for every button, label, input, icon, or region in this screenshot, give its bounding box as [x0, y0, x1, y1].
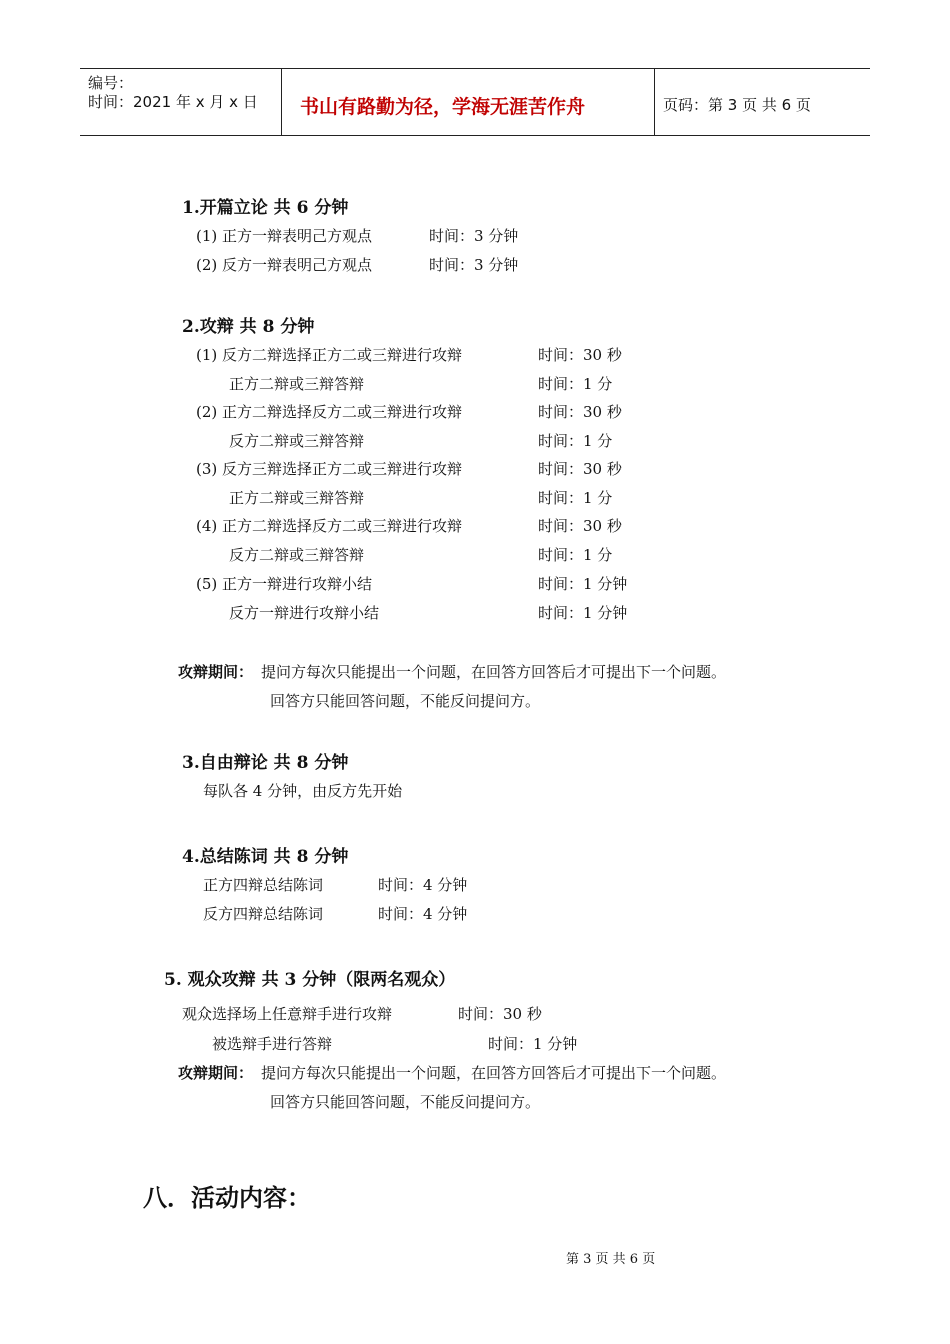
- s4-row-2-item: 反方四辩总结陈词: [203, 905, 324, 923]
- s2-row-7-time: 时间：30 秒: [538, 517, 622, 535]
- section-4-title: 4.总结陈词 共 8 分钟: [182, 847, 349, 867]
- s2-row-5-time: 时间：30 秒: [538, 460, 622, 478]
- header-number: 编号：: [88, 74, 134, 92]
- s2-row-4-time: 时间：1 分: [538, 432, 613, 450]
- s2-row-2-time: 时间：1 分: [538, 375, 613, 393]
- s3-text: 每队各 4 分钟，由反方先开始: [203, 782, 403, 800]
- s2-row-2-item: 正方二辩或三辩答辩: [229, 375, 365, 393]
- header-motto: 书山有路勤为径，学海无涯苦作舟: [300, 96, 586, 118]
- s1-row-1-time: 时间：3 分钟: [429, 227, 519, 245]
- s2-row-6-item: 正方二辩或三辩答辩: [229, 489, 365, 507]
- s2-row-3-item: (2) 正方二辩选择反方二或三辩进行攻辩: [196, 403, 463, 421]
- s2-row-9-time: 时间：1 分钟: [538, 575, 628, 593]
- s1-row-2-time: 时间：3 分钟: [429, 256, 519, 274]
- section-8-heading: 八．活动内容：: [143, 1184, 311, 1212]
- s5-row-2-item: 被选辩手进行答辩: [212, 1035, 333, 1053]
- s4-row-1-item: 正方四辩总结陈词: [203, 876, 324, 894]
- s4-row-2-time: 时间：4 分钟: [378, 905, 468, 923]
- s5-row-1-item: 观众选择场上任意辩手进行攻辩: [182, 1005, 393, 1023]
- s2-note-label: 攻辩期间：: [178, 663, 254, 681]
- s5-row-2-time: 时间：1 分钟: [488, 1035, 578, 1053]
- s2-row-5-item: (3) 反方三辩选择正方二或三辩进行攻辩: [196, 460, 463, 478]
- header-divider-left: [281, 68, 282, 136]
- page-footer: 第 3 页 共 6 页: [566, 1252, 656, 1267]
- s2-row-1-time: 时间：30 秒: [538, 346, 622, 364]
- s5-note-line-2: 回答方只能回答问题，不能反问提问方。: [270, 1093, 541, 1111]
- header-page-number: 页码：第 3 页 共 6 页: [663, 96, 811, 114]
- s2-row-8-time: 时间：1 分: [538, 546, 613, 564]
- s2-note-line-2: 回答方只能回答问题，不能反问提问方。: [270, 692, 541, 710]
- s2-row-3-time: 时间：30 秒: [538, 403, 622, 421]
- s2-note-line-1: 提问方每次只能提出一个问题，在回答方回答后才可提出下一个问题。: [261, 663, 727, 681]
- s2-row-9-item: (5) 正方一辩进行攻辩小结: [196, 575, 373, 593]
- header-divider-right: [654, 68, 655, 136]
- s4-row-1-time: 时间：4 分钟: [378, 876, 468, 894]
- s2-row-4-item: 反方二辩或三辩答辩: [229, 432, 365, 450]
- s5-note-line-1: 提问方每次只能提出一个问题，在回答方回答后才可提出下一个问题。: [261, 1064, 727, 1082]
- s5-row-1-time: 时间：30 秒: [458, 1005, 542, 1023]
- section-2-title: 2.攻辩 共 8 分钟: [182, 317, 315, 337]
- s1-row-1-item: (1) 正方一辩表明己方观点: [196, 227, 373, 245]
- s5-note-label: 攻辩期间：: [178, 1064, 254, 1082]
- header-time: 时间：2021 年 x 月 x 日: [88, 93, 258, 111]
- section-3-title: 3.自由辩论 共 8 分钟: [182, 753, 349, 773]
- header-bottom-border: [80, 135, 870, 136]
- header-top-border: [80, 68, 870, 69]
- s2-row-6-time: 时间：1 分: [538, 489, 613, 507]
- section-5-title: 5. 观众攻辩 共 3 分钟（限两名观众）: [164, 970, 456, 990]
- s2-row-7-item: (4) 正方二辩选择反方二或三辩进行攻辩: [196, 517, 463, 535]
- s2-row-1-item: (1) 反方二辩选择正方二或三辩进行攻辩: [196, 346, 463, 364]
- s2-row-8-item: 反方二辩或三辩答辩: [229, 546, 365, 564]
- s2-row-10-time: 时间：1 分钟: [538, 604, 628, 622]
- s2-row-10-item: 反方一辩进行攻辩小结: [229, 604, 380, 622]
- section-1-title: 1.开篇立论 共 6 分钟: [182, 198, 349, 218]
- s1-row-2-item: (2) 反方一辩表明己方观点: [196, 256, 373, 274]
